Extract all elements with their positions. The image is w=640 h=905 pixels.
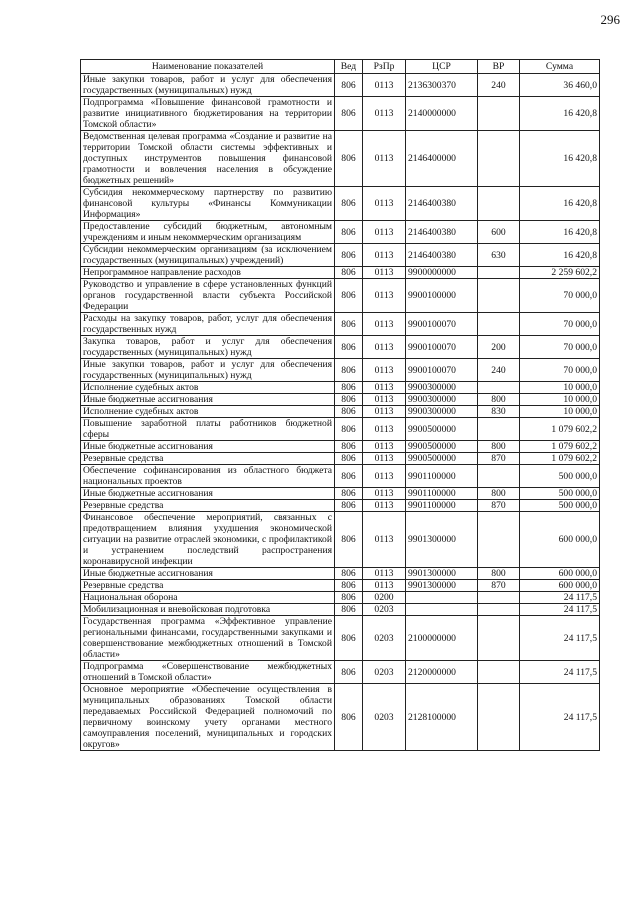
cell-name: Резервные средства: [81, 500, 335, 512]
cell-vr: [478, 97, 520, 131]
table-row: [81, 313, 600, 336]
cell-name: Расходы на закупку товаров, работ, услуг для обеспечения государственных нужд: [81, 313, 335, 336]
table-row: [81, 221, 600, 244]
cell-csr: 9900000000: [406, 267, 478, 279]
cell-vr: [478, 684, 520, 751]
cell-ved: 806: [335, 97, 363, 131]
cell-ved: 806: [335, 512, 363, 568]
cell-ved: 806: [335, 661, 363, 684]
cell-ved: 806: [335, 221, 363, 244]
cell-csr: 9900100000: [406, 279, 478, 313]
cell-vr: 800: [478, 394, 520, 406]
cell-ved: 806: [335, 616, 363, 661]
cell-rzpr: 0113: [363, 488, 406, 500]
cell-vr: [478, 418, 520, 441]
table-row: [81, 592, 600, 604]
page-number: 296: [600, 12, 620, 27]
cell-vr: 200: [478, 336, 520, 359]
cell-ved: 806: [335, 382, 363, 394]
cell-ved: 806: [335, 131, 363, 187]
cell-csr: 2146400000: [406, 131, 478, 187]
cell-csr: 9901300000: [406, 580, 478, 592]
cell-sum: 600 000,0: [520, 568, 600, 580]
cell-sum: 16 420,8: [520, 221, 600, 244]
cell-sum: 500 000,0: [520, 465, 600, 488]
cell-name: Иные бюджетные ассигнования: [81, 488, 335, 500]
cell-name: Иные закупки товаров, работ и услуг для обеспечения государственных (муниципальных) нужд: [81, 359, 335, 382]
cell-name: Предоставление субсидий бюджетным, автономным учреждениям и иным некоммерческим организациям: [81, 221, 335, 244]
cell-rzpr: 0113: [363, 406, 406, 418]
cell-ved: 806: [335, 418, 363, 441]
cell-ved: 806: [335, 604, 363, 616]
cell-name: Основное мероприятие «Обеспечение осуществления в муниципальных образованиях Томской области передаваемых Российской Федерацией полномочий по первичному воинскому учету органами местного самоуправления поселений, муниципальных и городских округов»: [81, 684, 335, 751]
cell-ved: 806: [335, 267, 363, 279]
table-row: [81, 616, 600, 661]
cell-name: Подпрограмма «Совершенствование межбюджетных отношений в Томской области»: [81, 661, 335, 684]
cell-rzpr: 0203: [363, 604, 406, 616]
table-row: [81, 441, 600, 453]
header-sum: Сумма: [520, 60, 600, 74]
cell-ved: 806: [335, 394, 363, 406]
cell-vr: 630: [478, 244, 520, 267]
cell-vr: 870: [478, 580, 520, 592]
cell-sum: 1 079 602,2: [520, 453, 600, 465]
cell-vr: [478, 187, 520, 221]
cell-vr: [478, 592, 520, 604]
cell-ved: 806: [335, 187, 363, 221]
cell-vr: 800: [478, 441, 520, 453]
cell-sum: 600 000,0: [520, 580, 600, 592]
cell-name: Субсидии некоммерческим организациям (за исключением государственных (муниципальных) учреждений): [81, 244, 335, 267]
cell-ved: 806: [335, 684, 363, 751]
cell-ved: 806: [335, 568, 363, 580]
cell-name: Субсидия некоммерческому партнерству по развитию финансовой культуры «Финансы Коммуникации Информация»: [81, 187, 335, 221]
cell-sum: 24 117,5: [520, 661, 600, 684]
cell-vr: [478, 512, 520, 568]
cell-sum: 500 000,0: [520, 500, 600, 512]
cell-rzpr: 0113: [363, 187, 406, 221]
cell-rzpr: 0203: [363, 661, 406, 684]
table-row: [81, 512, 600, 568]
cell-rzpr: 0203: [363, 616, 406, 661]
cell-vr: 800: [478, 568, 520, 580]
cell-sum: 10 000,0: [520, 406, 600, 418]
cell-name: Непрограммное направление расходов: [81, 267, 335, 279]
cell-name: Резервные средства: [81, 580, 335, 592]
cell-sum: 24 117,5: [520, 604, 600, 616]
cell-csr: 9900300000: [406, 394, 478, 406]
cell-rzpr: 0113: [363, 512, 406, 568]
cell-vr: 830: [478, 406, 520, 418]
cell-csr: 9901300000: [406, 512, 478, 568]
table-row: [81, 661, 600, 684]
cell-rzpr: 0113: [363, 131, 406, 187]
cell-vr: [478, 279, 520, 313]
cell-rzpr: 0113: [363, 580, 406, 592]
cell-csr: [406, 604, 478, 616]
cell-name: Иные закупки товаров, работ и услуг для обеспечения государственных (муниципальных) нужд: [81, 74, 335, 97]
cell-rzpr: 0113: [363, 359, 406, 382]
cell-rzpr: 0113: [363, 465, 406, 488]
table-header-row: [81, 60, 600, 74]
table-row: [81, 244, 600, 267]
cell-ved: 806: [335, 500, 363, 512]
table-row: [81, 500, 600, 512]
cell-sum: 1 079 602,2: [520, 441, 600, 453]
cell-vr: [478, 465, 520, 488]
cell-ved: 806: [335, 441, 363, 453]
cell-rzpr: 0113: [363, 313, 406, 336]
cell-sum: 16 420,8: [520, 131, 600, 187]
cell-rzpr: 0113: [363, 244, 406, 267]
cell-rzpr: 0203: [363, 684, 406, 751]
cell-csr: 2146400380: [406, 221, 478, 244]
cell-sum: 16 420,8: [520, 244, 600, 267]
table-row: [81, 418, 600, 441]
cell-sum: 24 117,5: [520, 616, 600, 661]
cell-vr: 600: [478, 221, 520, 244]
cell-vr: [478, 267, 520, 279]
cell-csr: 9900500000: [406, 453, 478, 465]
table-row: [81, 406, 600, 418]
cell-csr: 9901100000: [406, 500, 478, 512]
cell-sum: 10 000,0: [520, 382, 600, 394]
header-csr: ЦСР: [406, 60, 478, 74]
cell-ved: 806: [335, 580, 363, 592]
cell-name: Национальная оборона: [81, 592, 335, 604]
cell-sum: 70 000,0: [520, 279, 600, 313]
cell-sum: 70 000,0: [520, 313, 600, 336]
cell-rzpr: 0113: [363, 74, 406, 97]
cell-csr: 9900300000: [406, 382, 478, 394]
cell-csr: 2136300370: [406, 74, 478, 97]
cell-csr: [406, 592, 478, 604]
table-row: [81, 279, 600, 313]
cell-vr: 240: [478, 359, 520, 382]
cell-ved: 806: [335, 592, 363, 604]
cell-name: Иные бюджетные ассигнования: [81, 394, 335, 406]
cell-vr: 870: [478, 453, 520, 465]
table-row: [81, 131, 600, 187]
cell-name: Ведомственная целевая программа «Создание и развитие на территории Томской области системы эффективных и доступных инструментов повышения финансовой грамотности и вовлечения населения в обсуждение бюджетных решений»: [81, 131, 335, 187]
cell-rzpr: 0113: [363, 97, 406, 131]
cell-rzpr: 0113: [363, 441, 406, 453]
cell-sum: 24 117,5: [520, 592, 600, 604]
cell-rzpr: 0113: [363, 279, 406, 313]
cell-ved: 806: [335, 279, 363, 313]
cell-name: Резервные средства: [81, 453, 335, 465]
table-body: [81, 74, 600, 751]
table-row: [81, 568, 600, 580]
cell-rzpr: 0113: [363, 336, 406, 359]
cell-csr: 9901100000: [406, 488, 478, 500]
cell-ved: 806: [335, 453, 363, 465]
cell-ved: 806: [335, 74, 363, 97]
table-row: [81, 187, 600, 221]
table-row: [81, 580, 600, 592]
cell-vr: [478, 382, 520, 394]
cell-rzpr: 0113: [363, 418, 406, 441]
cell-rzpr: 0113: [363, 453, 406, 465]
cell-rzpr: 0113: [363, 500, 406, 512]
table-row: [81, 394, 600, 406]
cell-name: Руководство и управление в сфере установленных функций органов государственной власти субъекта Российской Федерации: [81, 279, 335, 313]
cell-sum: 24 117,5: [520, 684, 600, 751]
cell-sum: 10 000,0: [520, 394, 600, 406]
cell-csr: 9900100070: [406, 359, 478, 382]
budget-table: [80, 59, 600, 751]
cell-vr: [478, 313, 520, 336]
cell-vr: 240: [478, 74, 520, 97]
cell-ved: 806: [335, 406, 363, 418]
cell-name: Исполнение судебных актов: [81, 406, 335, 418]
cell-name: Мобилизационная и вневойсковая подготовка: [81, 604, 335, 616]
cell-vr: [478, 604, 520, 616]
cell-rzpr: 0113: [363, 394, 406, 406]
table-row: [81, 684, 600, 751]
cell-name: Государственная программа «Эффективное управление региональными финансами, государственными закупками и совершенствование межбюджетных отношений в Томской области»: [81, 616, 335, 661]
cell-ved: 806: [335, 336, 363, 359]
cell-rzpr: 0200: [363, 592, 406, 604]
cell-sum: 70 000,0: [520, 336, 600, 359]
cell-sum: 1 079 602,2: [520, 418, 600, 441]
cell-csr: 2146400380: [406, 244, 478, 267]
header-name: Наименование показателей: [81, 60, 335, 74]
cell-name: Иные бюджетные ассигнования: [81, 441, 335, 453]
cell-sum: 36 460,0: [520, 74, 600, 97]
cell-name: Подпрограмма «Повышение финансовой грамотности и развитие инициативного бюджетирования на территории Томской области»: [81, 97, 335, 131]
cell-ved: 806: [335, 244, 363, 267]
cell-rzpr: 0113: [363, 267, 406, 279]
cell-name: Повышение заработной платы работников бюджетной сферы: [81, 418, 335, 441]
header-rzpr: РзПр: [363, 60, 406, 74]
cell-name: Закупка товаров, работ и услуг для обеспечения государственных (муниципальных) нужд: [81, 336, 335, 359]
cell-vr: 870: [478, 500, 520, 512]
table-row: [81, 97, 600, 131]
cell-name: Финансовое обеспечение мероприятий, связанных с предотвращением влияния ухудшения экономической ситуации на развитие отраслей экономики, с профилактикой и устранением последствий распространения коронавирусной инфекции: [81, 512, 335, 568]
table-row: [81, 453, 600, 465]
cell-name: Иные бюджетные ассигнования: [81, 568, 335, 580]
header-vr: ВР: [478, 60, 520, 74]
cell-sum: 2 259 602,2: [520, 267, 600, 279]
table-row: [81, 267, 600, 279]
table-row: [81, 382, 600, 394]
cell-vr: 800: [478, 488, 520, 500]
cell-name: Исполнение судебных актов: [81, 382, 335, 394]
cell-vr: [478, 616, 520, 661]
cell-sum: 70 000,0: [520, 359, 600, 382]
cell-sum: 16 420,8: [520, 97, 600, 131]
cell-vr: [478, 131, 520, 187]
cell-csr: 9900100070: [406, 336, 478, 359]
cell-csr: 9900500000: [406, 441, 478, 453]
cell-rzpr: 0113: [363, 568, 406, 580]
cell-ved: 806: [335, 313, 363, 336]
cell-csr: 9901100000: [406, 465, 478, 488]
cell-csr: 2100000000: [406, 616, 478, 661]
header-ved: Вед: [335, 60, 363, 74]
cell-sum: 500 000,0: [520, 488, 600, 500]
cell-ved: 806: [335, 488, 363, 500]
cell-ved: 806: [335, 465, 363, 488]
cell-csr: 2140000000: [406, 97, 478, 131]
cell-rzpr: 0113: [363, 221, 406, 244]
cell-csr: 9900500000: [406, 418, 478, 441]
cell-csr: 2128100000: [406, 684, 478, 751]
cell-csr: 2146400380: [406, 187, 478, 221]
cell-sum: 600 000,0: [520, 512, 600, 568]
cell-ved: 806: [335, 359, 363, 382]
table-row: [81, 488, 600, 500]
table-row: [81, 465, 600, 488]
table-row: [81, 74, 600, 97]
cell-csr: 9900100070: [406, 313, 478, 336]
cell-rzpr: 0113: [363, 382, 406, 394]
table-row: [81, 359, 600, 382]
cell-csr: 2120000000: [406, 661, 478, 684]
cell-sum: 16 420,8: [520, 187, 600, 221]
table-row: [81, 336, 600, 359]
cell-csr: 9901300000: [406, 568, 478, 580]
cell-name: Обеспечение софинансирования из областного бюджета национальных проектов: [81, 465, 335, 488]
table-row: [81, 604, 600, 616]
cell-vr: [478, 661, 520, 684]
cell-csr: 9900300000: [406, 406, 478, 418]
